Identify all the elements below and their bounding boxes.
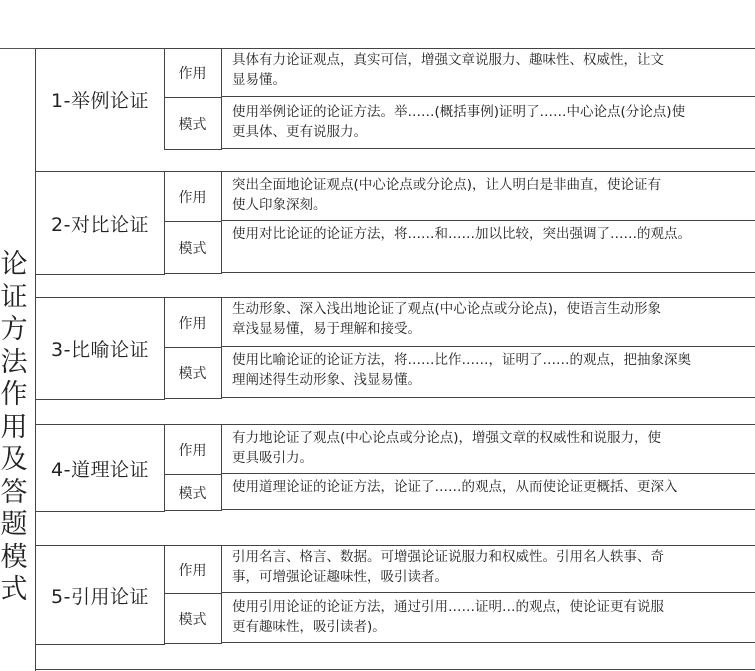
method-name: 4-道理论证: [36, 425, 165, 512]
method-name: 3-比喻论证: [36, 298, 165, 400]
row-separator: [36, 150, 755, 172]
mode-text: 使用对比论证的论证方法，将……和……加以比较，突出强调了……的观点。: [222, 222, 755, 273]
mode-label: 模式: [164, 98, 222, 150]
mode-label: 模式: [164, 222, 222, 274]
mode-text: 使用举例论证的论证方法。举……(概括事例)证明了……中心论点(分论点)使 更具体、更有说服力。: [222, 98, 755, 149]
effect-text: 生动形象、深入浅出地论证了观点(中心论点或分论点)，使语言生动形象 章浅显易懂，易于理解和接受。: [222, 298, 755, 347]
effect-label: 作用: [164, 49, 222, 98]
effect-text: 引用名言、格言、数据。可增强论证说服力和权威性。引用名人轶事、奇 事，可增强论证趣味性，吸引读者。: [222, 546, 755, 593]
table-row: [36, 298, 755, 399]
effect-label: 作用: [164, 298, 222, 348]
table-row: [36, 49, 755, 150]
effect-label: 作用: [164, 546, 222, 594]
method-name: 5-引用论证: [36, 546, 165, 645]
effect-text: 突出全面地论证观点(中心论点或分论点)，让人明白是非曲直，使论证有 使人印象深刻。: [222, 172, 755, 221]
methods-table: [35, 48, 755, 671]
effect-text: 具体有力论证观点，真实可信，增强文章说服力、趣味性、权威性，让文 显易懂。: [222, 49, 755, 97]
row-separator: [36, 275, 755, 298]
mode-label: 模式: [164, 475, 222, 511]
table-row: [36, 172, 755, 274]
table-row: [36, 425, 755, 511]
mode-text: 使用引用论证的论证方法，通过引用……证明…的观点，使论证更有说服 更有趣味性，吸引读者)。: [222, 594, 755, 643]
effect-label: 作用: [164, 425, 222, 475]
method-name: 2-对比论证: [36, 172, 165, 275]
title-column: [0, 48, 35, 671]
mode-text: 使用比喻论证的论证方法，将……比作……，证明了……的观点，把抽象深奥 理阐述得生动形象、浅显易懂。: [222, 348, 755, 398]
effect-label: 作用: [164, 172, 222, 222]
mode-label: 模式: [164, 594, 222, 644]
row-separator: [36, 512, 755, 546]
method-name: 1-举例论证: [36, 49, 165, 151]
effect-text: 有力地论证了观点(中心论点或分论点)，增强文章的权威性和说服力，使 更具吸引力。: [222, 425, 755, 474]
vertical-title: 论证方法作用及答题模式: [0, 249, 28, 605]
top-margin: [0, 0, 755, 48]
row-separator: [36, 400, 755, 425]
mode-text: 使用道理论证的论证方法，论证了……的观点，从而使论证更概括、更深入: [222, 475, 755, 510]
row-separator: [36, 645, 755, 670]
table-row: [36, 546, 755, 644]
mode-label: 模式: [164, 348, 222, 399]
